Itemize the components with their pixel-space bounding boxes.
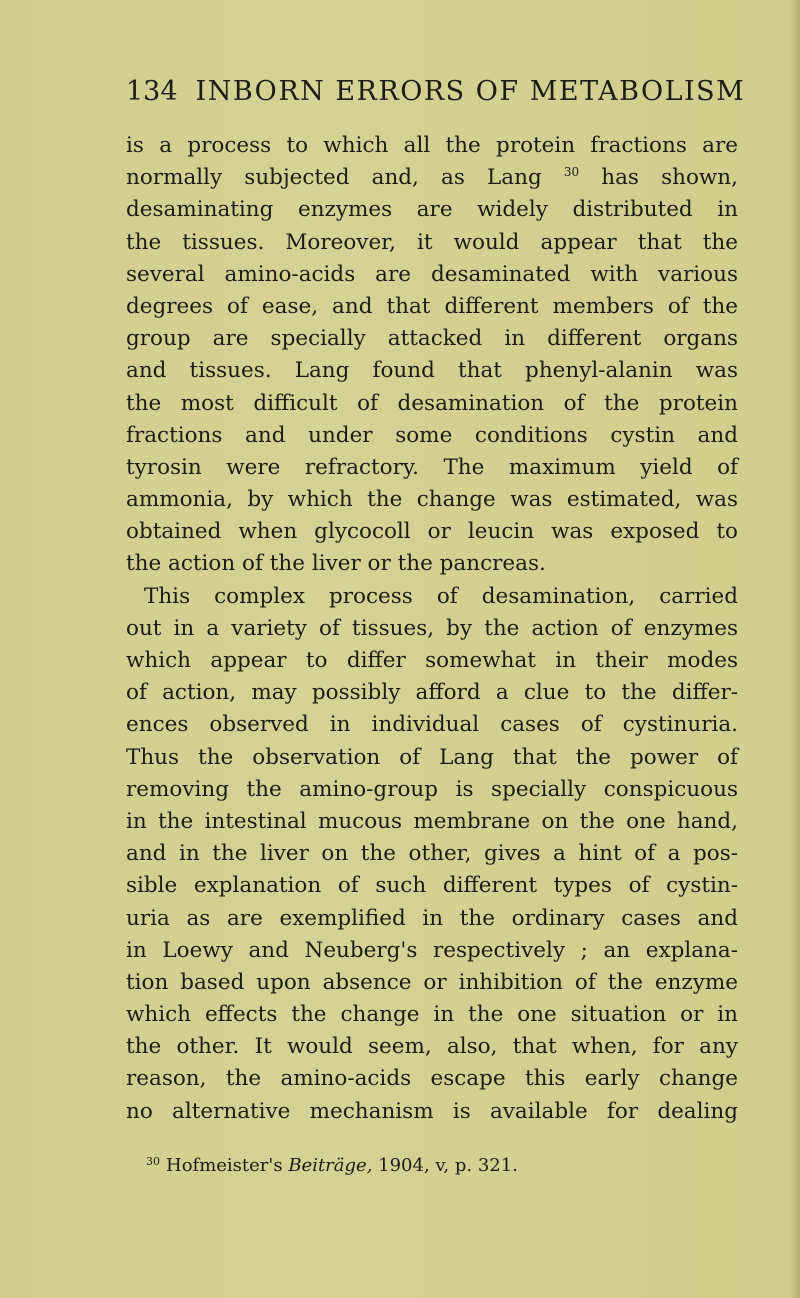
text-line: ences observed in individual cases of cystinuria. — [126, 712, 738, 738]
text-line: fractions and under some conditions cystin and — [126, 422, 738, 448]
footnote-reference[interactable]: 30 — [563, 165, 580, 180]
text-line: normally subjected and, as Lang $^{30}$ has shown, — [126, 165, 738, 191]
running-title: INBORN ERRORS OF METABOLISM — [195, 76, 746, 107]
text-line: of action, may possibly afford a clue to the differ- — [126, 680, 738, 706]
footnote — [146, 1155, 746, 1176]
paragraph-start-line: This complex process of desamination, carried — [144, 583, 738, 609]
text-line: Thus the observation of Lang that the power of — [126, 744, 738, 770]
text-line: reason, the amino-acids escape this early change — [126, 1066, 738, 1092]
text-line: several amino-acids are desaminated with various — [126, 261, 738, 287]
page-number: 134 — [126, 76, 178, 107]
text-line: is a process to which all the protein fractions are — [126, 133, 738, 158]
text-line: the other. It would seem, also, that when, for any — [126, 1034, 738, 1060]
text-line: which effects the change in the one situation or in — [126, 1002, 738, 1028]
text-line: sible explanation of such different types of cystin- — [126, 873, 738, 899]
text-line: which appear to differ somewhat in their modes — [126, 648, 738, 673]
text-line: desaminating enzymes are widely distributed in — [126, 197, 738, 223]
text-line: tion based upon absence or inhibition of the enzyme — [126, 969, 738, 995]
footnote-text-before: Hofmeister's — [166, 1155, 289, 1176]
text-line: and tissues. Lang found that phenyl-alanin was — [126, 358, 738, 384]
running-header — [126, 76, 746, 120]
text-line: the tissues. Moreover, it would appear that the — [126, 229, 738, 255]
text-line: no alternative mechanism is available for dealing — [126, 1098, 738, 1124]
text-line: group are specially attacked in different organs — [126, 326, 738, 352]
text-line: the action of the liver or the pancreas. — [126, 551, 546, 577]
text-line: ammonia, by which the change was estimated, was — [126, 487, 738, 513]
text-line: out in a variety of tissues, by the action of enzymes — [126, 615, 738, 641]
text-line: in the intestinal mucous membrane on the one hand, — [126, 808, 738, 834]
text-line: degrees of ease, and that different members of the — [126, 293, 738, 319]
text-line: and in the liver on the other, gives a hint of a pos- — [126, 841, 738, 867]
page-edge-shadow — [790, 0, 800, 1298]
footnote-journal-title: Beiträge, — [288, 1155, 373, 1176]
footnote-text-after: 1904, v, p. 321. — [372, 1155, 518, 1176]
text-line: the most difficult of desamination of the protein — [126, 390, 738, 416]
text-line: removing the amino-group is specially conspicuous — [126, 776, 738, 802]
text-line: uria as are exemplified in the ordinary cases and — [126, 905, 738, 931]
text-line: tyrosin were refractory. The maximum yield of — [126, 454, 738, 480]
body-text — [126, 130, 738, 1128]
footnote-marker: 30 — [146, 1155, 160, 1168]
text-line: obtained when glycocoll or leucin was exposed to — [126, 519, 738, 545]
text-line: in Loewy and Neuberg's respectively ; an explana- — [126, 937, 738, 963]
